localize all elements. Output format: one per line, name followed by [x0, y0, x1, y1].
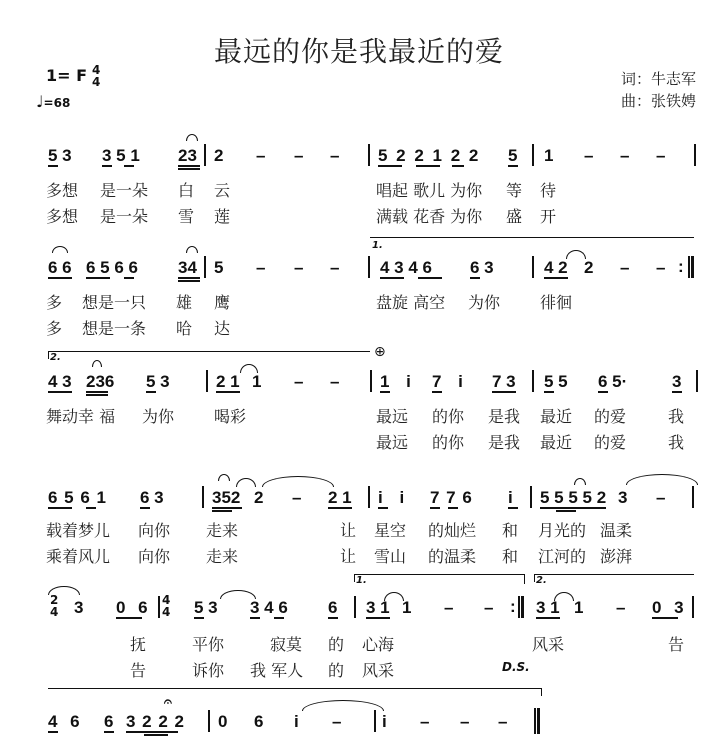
dal-segno-marking: D.S. [502, 660, 530, 674]
credits [621, 68, 696, 112]
final-barline [534, 708, 540, 734]
volta-1-label: 1. [372, 240, 383, 251]
lyricist: 词：牛志军 [620, 70, 696, 88]
song-title: 最远的你是我最近的爱 [213, 35, 504, 68]
key-signature: 1= F [46, 66, 88, 85]
time-change-2-4: 2 4 [50, 593, 59, 619]
volta-2-label: 2. [50, 352, 61, 363]
composer: 曲：张铁娉 [620, 92, 696, 110]
repeat-dots: : [510, 597, 516, 616]
fermata-icon: 𝄐 [164, 694, 172, 710]
quarter-note-icon: ♩ [36, 92, 44, 111]
repeat-dots: : [678, 257, 684, 276]
volta-2-label: 2. [536, 575, 547, 586]
time-signature: 4 4 [92, 63, 101, 89]
tempo-marking: ♩=68 [36, 92, 71, 111]
repeat-barline [518, 596, 524, 618]
coda-icon: ⊕ [374, 344, 386, 360]
volta-1-label: 1. [356, 575, 367, 586]
time-change-4-4: 4 4 [162, 593, 171, 619]
repeat-barline [688, 256, 694, 278]
